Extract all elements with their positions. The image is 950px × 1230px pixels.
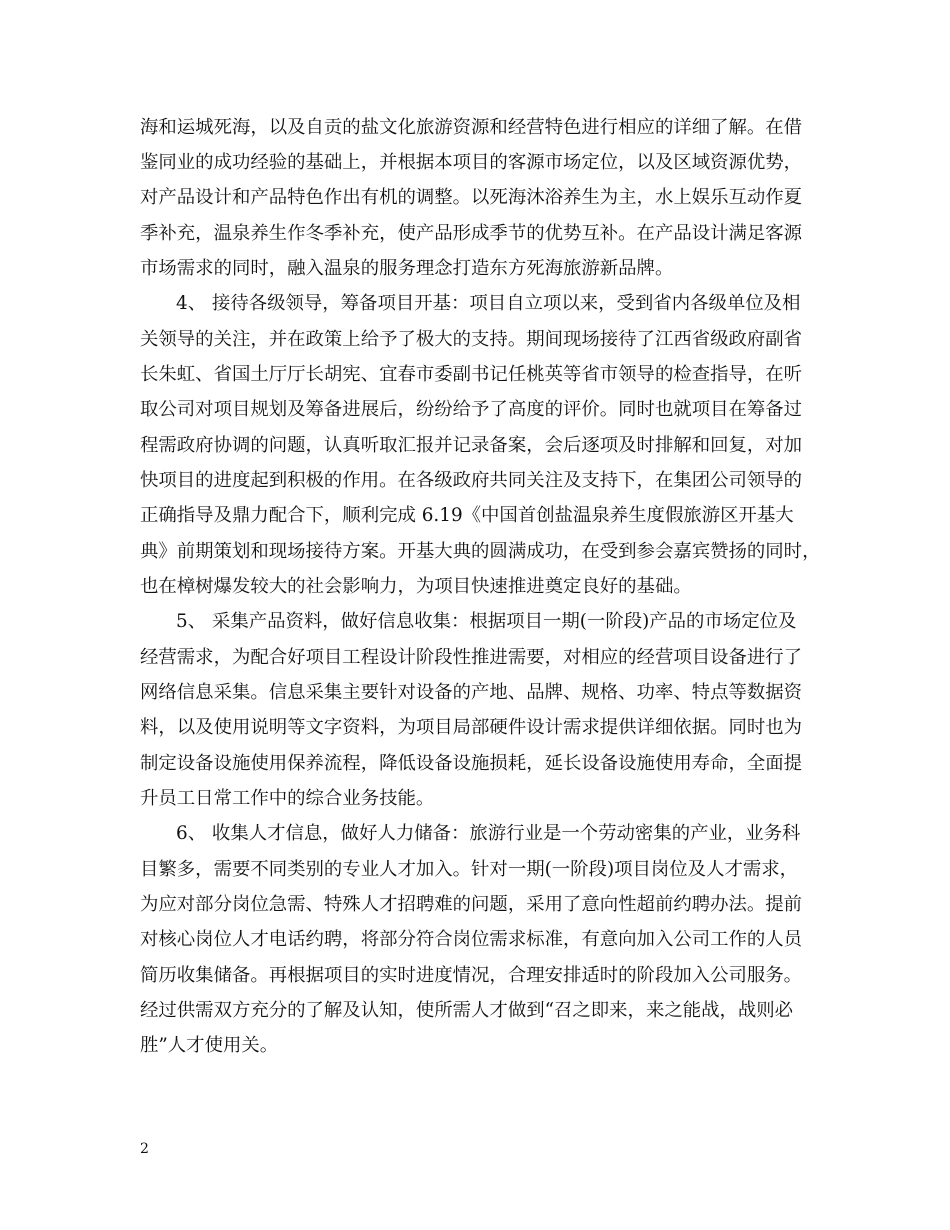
body-text-line: 料，以及使用说明等文字资料，为项目局部硬件设计需求提供详细依据。同时也为 [140,717,803,738]
body-text-line: 典》前期策划和现场接待方案。开基大典的圆满成功，在受到参会嘉宾赞扬的同时， [140,541,821,562]
body-text-line: 简历收集储备。再根据项目的实时进度情况，合理安排适时的阶段加入公司服务。 [140,965,803,986]
section-4-first-line: 4、 接待各级领导，筹备项目开基：项目自立项以来，受到省内各级单位及相 [176,293,801,314]
body-text-line: 对核心岗位人才电话约聘，将部分符合岗位需求标准，有意向加入公司工作的人员 [140,929,803,950]
section-5-first-line: 5、 采集产品资料，做好信息收集：根据项目一期(一阶段)产品的市场定位及 [176,611,797,632]
page-number: 2 [140,1141,149,1157]
body-text-line: 经营需求，为配合好项目工程设计阶段性推进需要，对相应的经营项目设备进行了 [140,647,803,668]
body-text-line: 取公司对项目规划及筹备进展后，纷纷给予了高度的评价。同时也就项目在筹备过 [140,399,803,420]
body-text-line: 经过供需双方充分的了解及认知，使所需人才做到“召之即来，来之能战，战则必 [140,1000,794,1021]
body-text-line: 也在樟树爆发较大的社会影响力，为项目快速推进奠定良好的基础。 [140,576,692,597]
body-text-line: 鉴同业的成功经验的基础上，并根据本项目的客源市场定位，以及区域资源优势， [140,152,803,173]
body-text-line: 为应对部分岗位急需、特殊人才招聘难的问题，采用了意向性超前约聘办法。提前 [140,894,803,915]
body-text-line: 制定设备设施使用保养流程，降低设备设施损耗，延长设备设施使用寿命，全面提 [140,753,803,774]
body-text-line: 程需政府协调的问题，认真听取汇报并记录备案，会后逐项及时排解和回复，对加 [140,435,803,456]
body-text-line: 网络信息采集。信息采集主要针对设备的产地、品牌、规格、功率、特点等数据资 [140,682,803,703]
body-text-line: 长朱虹、省国土厅厅长胡宪、宜春市委副书记任桃英等省市领导的检查指导，在听 [140,364,803,385]
body-text-line: 目繁多，需要不同类别的专业人才加入。针对一期(一阶段)项目岗位及人才需求， [140,859,799,880]
body-text-line: 快项目的进度起到积极的作用。在各级政府共同关注及支持下，在集团公司领导的 [140,470,803,491]
body-text-line: 海和运城死海，以及自贡的盐文化旅游资源和经营特色进行相应的详细了解。在借 [140,117,803,138]
body-text-line: 正确指导及鼎力配合下，顺利完成 6.19《中国首创盐温泉养生度假旅游区开基大 [140,505,794,526]
body-text-line: 关领导的关注，并在政策上给予了极大的支持。期间现场接待了江西省级政府副省 [140,329,803,350]
body-text-line: 胜”人才使用关。 [140,1035,279,1056]
section-6-first-line: 6、 收集人才信息，做好人力储备：旅游行业是一个劳动密集的产业，业务科 [176,823,801,844]
body-text-line: 市场需求的同时，融入温泉的服务理念打造东方死海旅游新品牌。 [140,258,674,279]
body-text-line: 对产品设计和产品特色作出有机的调整。以死海沐浴养生为主，水上娱乐互动作夏 [140,187,803,208]
body-text-line: 升员工日常工作中的综合业务技能。 [140,788,435,809]
body-text-line: 季补充，温泉养生作冬季补充，使产品形成季节的优势互补。在产品设计满足客源 [140,223,803,244]
